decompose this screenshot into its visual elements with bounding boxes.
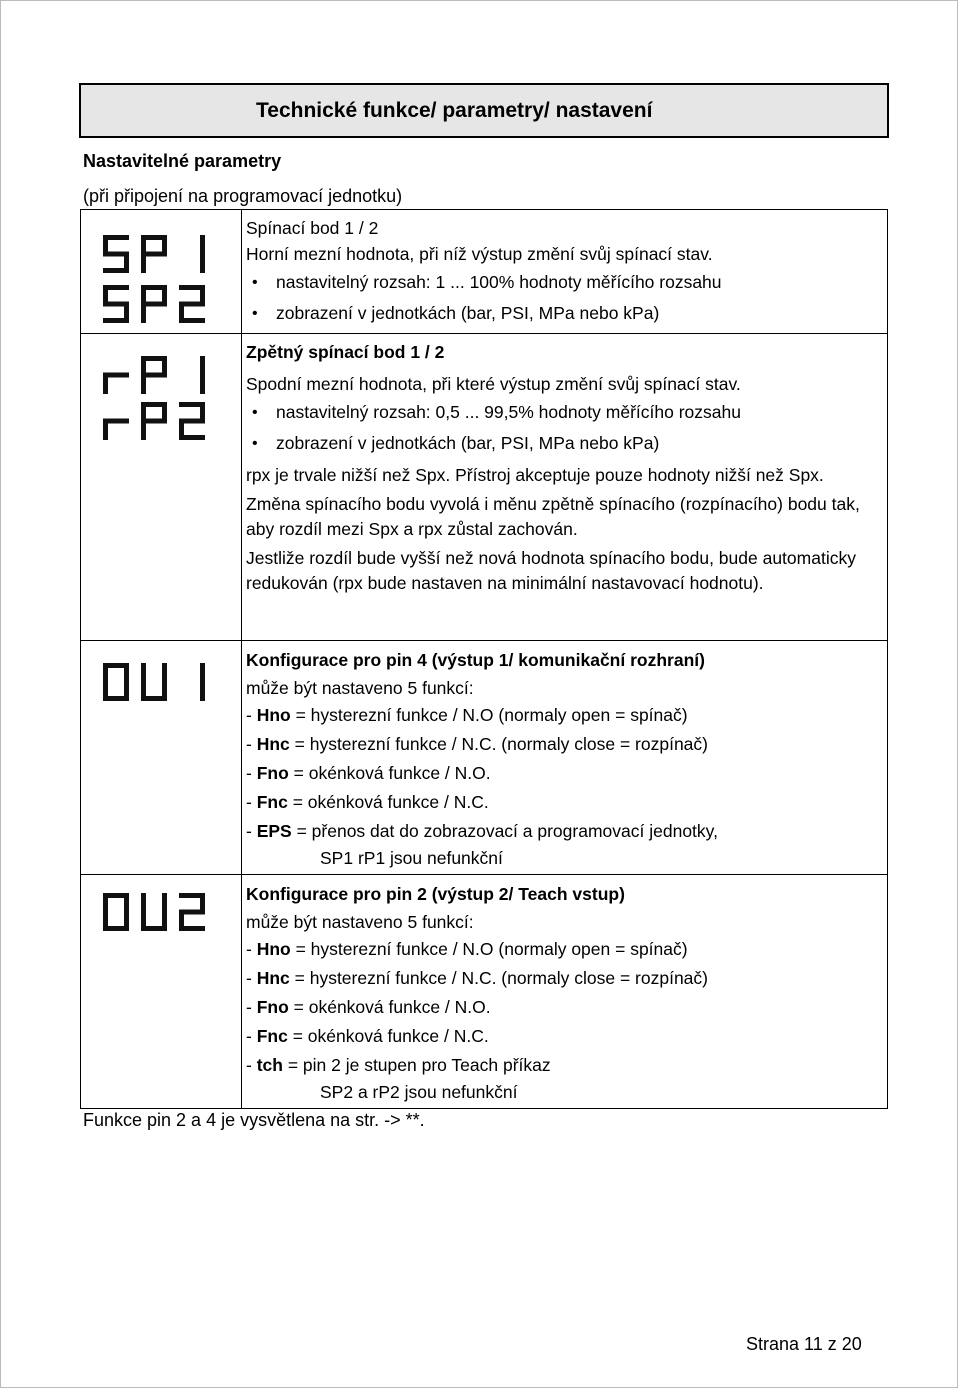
- rp-bullet: • nastavitelný rozsah: 0,5 ... 99,5% hodnoty měřícího rozsahu: [246, 397, 881, 428]
- lcd-segment: [141, 254, 146, 273]
- lcd-segment: [103, 663, 108, 682]
- lcd-segment: [162, 663, 167, 682]
- function-text: = hysterezní funkce / N.C. (normaly close = rozpínač): [289, 734, 708, 754]
- lcd-segment: [141, 252, 167, 257]
- ou2-item: - Fnc = okénková funkce / N.C.: [246, 1026, 489, 1046]
- parameter-table: [80, 209, 888, 1109]
- lcd-rp2: [103, 402, 205, 440]
- sp-heading: Spínací bod 1 / 2: [246, 218, 379, 238]
- lcd-segment: [141, 375, 146, 394]
- rp-paragraph: Změna spínacího bodu vyvolá i měnu zpětně spínacího (rozpínacího) bodu tak, aby rozdíl mezi Spx a rpx zůstal zachován.: [246, 494, 860, 539]
- rp-paragraph: Jestliže rozdíl bude vyšší než nová hodnota spínacího bodu, bude automaticky redukován (rpx bude nastaven na minimální nastavovací hodnotu).: [246, 548, 856, 593]
- lcd-sp1: [103, 235, 205, 273]
- lcd-segment: [103, 318, 129, 323]
- function-text: = hysterezní funkce / N.C. (normaly close = rozpínač): [289, 968, 708, 988]
- function-code: Fnc: [256, 1026, 288, 1046]
- function-code: Fnc: [256, 792, 288, 812]
- lcd-segment: [103, 373, 129, 378]
- lcd-display-rp: [81, 334, 242, 640]
- lcd-segment: [141, 235, 146, 254]
- function-code: Fno: [256, 763, 289, 783]
- ou1-note: SP1 rP1 jsou nefunkční: [320, 848, 503, 868]
- lcd-sp2: [103, 285, 205, 323]
- function-code: Hnc: [256, 734, 290, 754]
- param-row-ou2: [81, 875, 888, 1109]
- rp-desc: Spodní mezní hodnota, při které výstup změní svůj spínací stav.: [246, 374, 741, 394]
- sp-bullet: • zobrazení v jednotkách (bar, PSI, MPa nebo kPa): [246, 298, 881, 329]
- lcd-segment: [162, 235, 167, 254]
- lcd-segment: [141, 419, 167, 424]
- lcd-segment: [103, 235, 108, 254]
- sp-bullet: • nastavitelný rozsah: 1 ... 100% hodnoty měřícího rozsahu: [246, 267, 881, 298]
- sp-desc: Horní mezní hodnota, při níž výstup změní svůj spínací stav.: [246, 244, 713, 264]
- page-title: Technické funkce/ parametry/ nastavení: [256, 99, 653, 122]
- ou1-heading: Konfigurace pro pin 4 (výstup 1/ komunikační rozhraní): [246, 650, 705, 670]
- function-text: = okénková funkce / N.C.: [287, 1026, 489, 1046]
- function-code: Hno: [256, 705, 291, 725]
- display-cell: [81, 875, 242, 1109]
- page-number: Strana 11 z 20: [746, 1334, 862, 1354]
- function-code: EPS: [256, 821, 292, 841]
- lcd-segment: [103, 421, 108, 440]
- lcd-ou2: [103, 893, 205, 931]
- display-cell: [81, 641, 242, 875]
- rp-paragraph: rpx je trvale nižší než Spx. Přístroj akceptuje pouze hodnoty nižší než Spx.: [246, 465, 824, 485]
- lcd-segment: [141, 893, 146, 912]
- ou2-note: SP2 a rP2 jsou nefunkční: [320, 1082, 518, 1102]
- display-cell: [81, 334, 242, 641]
- ou1-item: - Fnc = okénková funkce / N.C.: [246, 792, 489, 812]
- lcd-segment: [200, 682, 205, 701]
- function-text: = okénková funkce / N.O.: [288, 997, 491, 1017]
- lcd-segment: [162, 356, 167, 375]
- ou2-item: - tch = pin 2 je stupen pro Teach příkaz: [246, 1055, 551, 1075]
- lcd-segment: [141, 912, 146, 931]
- ou1-item: - Hnc = hysterezní funkce / N.C. (normaly close = rozpínač): [246, 734, 708, 754]
- lcd-segment: [141, 421, 146, 440]
- text-cell: [242, 210, 888, 334]
- lcd-rp1: [103, 356, 205, 394]
- lcd-segment: [141, 373, 167, 378]
- lcd-display-ou2: [81, 875, 242, 1105]
- function-code: tch: [256, 1055, 283, 1075]
- function-text: = přenos dat do zobrazovací a programovací jednotky,: [291, 821, 718, 841]
- param-row-rp: [81, 334, 888, 641]
- lcd-segment: [141, 682, 146, 701]
- ou1-item: - EPS = přenos dat do zobrazovací a programovací jednotky,: [246, 821, 718, 841]
- text-cell: [242, 334, 888, 641]
- function-text: = pin 2 je stupen pro Teach příkaz: [282, 1055, 551, 1075]
- ou2-item: - Hno = hysterezní funkce / N.O (normaly open = spínač): [246, 939, 688, 959]
- param-row-sp: [81, 210, 888, 334]
- function-text: = okénková funkce / N.O.: [288, 763, 491, 783]
- lcd-ou1: [103, 663, 205, 701]
- text-cell: [242, 875, 888, 1109]
- section-subtitle: (při připojení na programovací jednotku): [83, 186, 403, 206]
- ou2-item: - Hnc = hysterezní funkce / N.C. (normaly close = rozpínač): [246, 968, 708, 988]
- lcd-segment: [103, 268, 129, 273]
- lcd-segment: [124, 893, 129, 912]
- lcd-segment: [141, 663, 146, 682]
- function-text: = hysterezní funkce / N.O (normaly open = spínač): [290, 939, 688, 959]
- lcd-segment: [200, 375, 205, 394]
- lcd-segment: [162, 285, 167, 304]
- lcd-segment: [179, 926, 205, 931]
- ou1-item: - Hno = hysterezní funkce / N.O (normaly open = spínač): [246, 705, 688, 725]
- lcd-segment: [200, 235, 205, 254]
- param-row-ou1: [81, 641, 888, 875]
- lcd-segment: [141, 356, 146, 375]
- ou2-intro: může být nastaveno 5 funkcí:: [246, 912, 474, 932]
- lcd-segment: [103, 893, 108, 912]
- function-text: = okénková funkce / N.C.: [287, 792, 489, 812]
- lcd-segment: [200, 893, 205, 912]
- function-code: Hnc: [256, 968, 290, 988]
- lcd-segment: [200, 254, 205, 273]
- lcd-segment: [200, 663, 205, 682]
- lcd-segment: [179, 435, 205, 440]
- lcd-segment: [141, 304, 146, 323]
- lcd-display-ou1: [81, 641, 242, 871]
- lcd-segment: [103, 682, 108, 701]
- display-cell: [81, 210, 242, 334]
- lcd-segment: [162, 893, 167, 912]
- lcd-segment: [141, 302, 167, 307]
- lcd-segment: [103, 375, 108, 394]
- lcd-segment: [200, 285, 205, 304]
- section-title: Nastavitelné parametry: [83, 151, 282, 171]
- footer-note: Funkce pin 2 a 4 je vysvětlena na str. -> **.: [83, 1110, 425, 1130]
- text-cell: [242, 641, 888, 875]
- ou1-item: - Fno = okénková funkce / N.O.: [246, 763, 491, 783]
- lcd-segment: [200, 356, 205, 375]
- lcd-segment: [200, 402, 205, 421]
- lcd-segment: [141, 285, 146, 304]
- lcd-segment: [141, 402, 146, 421]
- function-code: Fno: [256, 997, 289, 1017]
- ou1-intro: může být nastaveno 5 funkcí:: [246, 678, 474, 698]
- ou2-item: - Fno = okénková funkce / N.O.: [246, 997, 491, 1017]
- rp-bullet: • zobrazení v jednotkách (bar, PSI, MPa nebo kPa): [246, 428, 881, 459]
- lcd-segment: [179, 318, 205, 323]
- header-box: [79, 83, 889, 138]
- lcd-segment: [103, 285, 108, 304]
- lcd-segment: [162, 402, 167, 421]
- function-text: = hysterezní funkce / N.O (normaly open = spínač): [290, 705, 688, 725]
- rp-heading: Zpětný spínací bod 1 / 2: [246, 342, 445, 362]
- lcd-segment: [103, 419, 129, 424]
- lcd-segment: [124, 663, 129, 682]
- lcd-segment: [103, 912, 108, 931]
- lcd-display-sp: [81, 210, 242, 330]
- function-code: Hno: [256, 939, 291, 959]
- ou2-heading: Konfigurace pro pin 2 (výstup 2/ Teach vstup): [246, 884, 625, 904]
